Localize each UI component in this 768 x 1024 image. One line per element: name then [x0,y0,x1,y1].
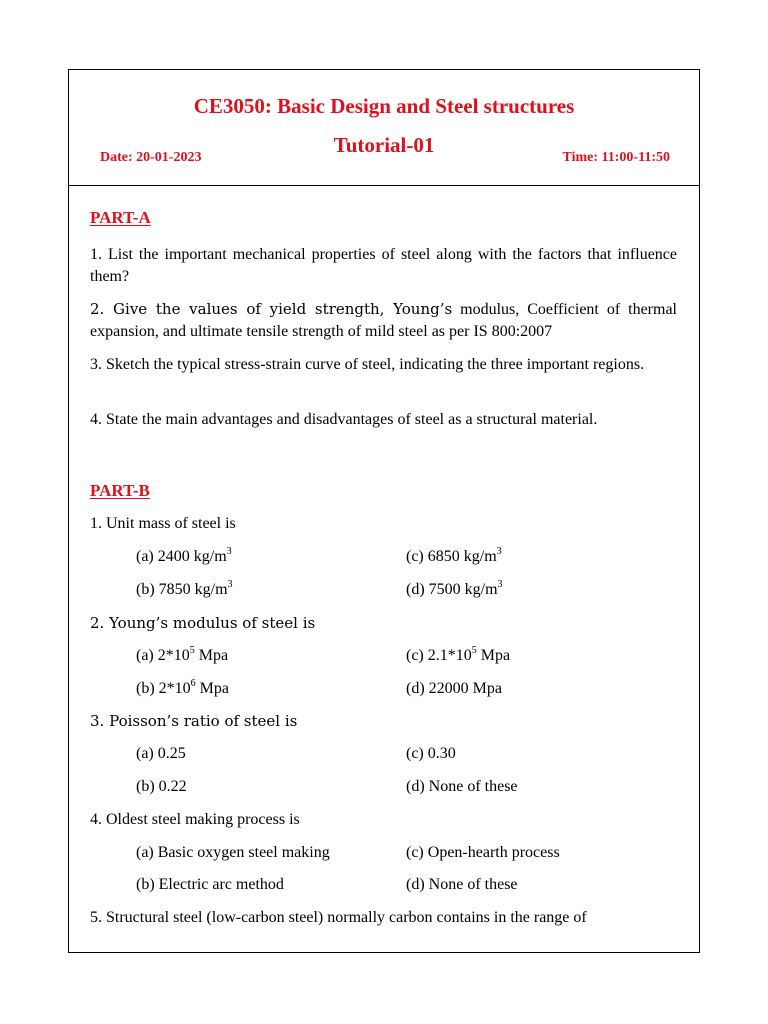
part-b-question-4: 4. Oldest steel making process is [90,811,300,828]
part-a-question-2-rest: modulus, Coefficient of thermal expansion, and ultimate tensile strength of mild steel as per IS 800:2007 [90,301,677,340]
part-a-question-1: 1. List the important mechanical properties of steel along with the factors that influence them? [90,246,677,285]
part-b-question-1: 1. Unit mass of steel is [90,515,236,532]
q2-option-c-unit: Mpa [476,647,511,664]
part-b-question-5: 5. Structural steel (low-carbon steel) normally carbon contains in the range of [90,909,587,926]
q3-option-a: (a) 0.25 [136,745,186,762]
q1-option-c-exp: 3 [496,546,502,557]
part-b-question-2: 2. Young’s modulus of steel is [90,614,316,632]
q2-option-b-text: (b) 2*10 [136,680,191,697]
q1-option-b [136,580,233,600]
part-a-question-4: 4. State the main advantages and disadvantages of steel as a structural material. [90,411,598,428]
part-b-question-3: 3. Poisson’s ratio of steel is [90,712,298,730]
q4-option-c: (c) Open-hearth process [406,844,560,861]
q3-option-d: (d) None of these [406,778,518,795]
q4-option-d: (d) None of these [406,876,518,893]
q1-option-a-exp: 3 [226,546,232,557]
q2-option-a [136,646,228,666]
q2-option-c-exp: 5 [471,645,477,656]
q2-option-d: (d) 22000 Mpa [406,680,502,697]
q1-option-b-exp: 3 [227,579,233,590]
q2-option-a-text: (a) 2*10 [136,647,190,664]
q2-option-a-exp: 5 [189,645,195,656]
q4-option-a: (a) Basic oxygen steel making [136,844,330,861]
part-a-question-3: 3. Sketch the typical stress-strain curve of steel, indicating the three important regions. [90,356,645,373]
part-a-question-2-bold: 2. Give the values of yield strength, Young’s [90,300,453,318]
part-b-heading: PART-B [90,481,150,500]
q1-option-c [406,547,502,567]
q1-option-d-text: (d) 7500 kg/m [406,581,498,598]
q1-option-d [406,580,503,600]
part-a-heading: PART-A [90,208,151,227]
q1-option-a-text: (a) 2400 kg/m [136,548,227,565]
time-label: Time: 11:00-11:50 [562,150,670,165]
q4-option-b: (b) Electric arc method [136,876,284,893]
q2-option-c [406,646,510,666]
q1-option-a [136,547,232,567]
q2-option-b [136,679,229,699]
q1-option-d-exp: 3 [497,579,503,590]
q2-option-b-unit: Mpa [195,680,229,697]
header-divider [68,185,700,186]
q1-option-b-text: (b) 7850 kg/m [136,581,228,598]
q3-option-c: (c) 0.30 [406,745,456,762]
document-title: CE3050: Basic Design and Steel structures [193,94,575,118]
q1-option-c-text: (c) 6850 kg/m [406,548,497,565]
tutorial-subtitle: Tutorial-01 [333,133,435,157]
q2-option-b-exp: 6 [190,678,196,689]
date-label: Date: 20-01-2023 [100,150,202,165]
q2-option-a-unit: Mpa [194,647,229,664]
q3-option-b: (b) 0.22 [136,778,187,795]
q2-option-c-text: (c) 2.1*10 [406,647,472,664]
part-a-question-2 [90,298,677,343]
